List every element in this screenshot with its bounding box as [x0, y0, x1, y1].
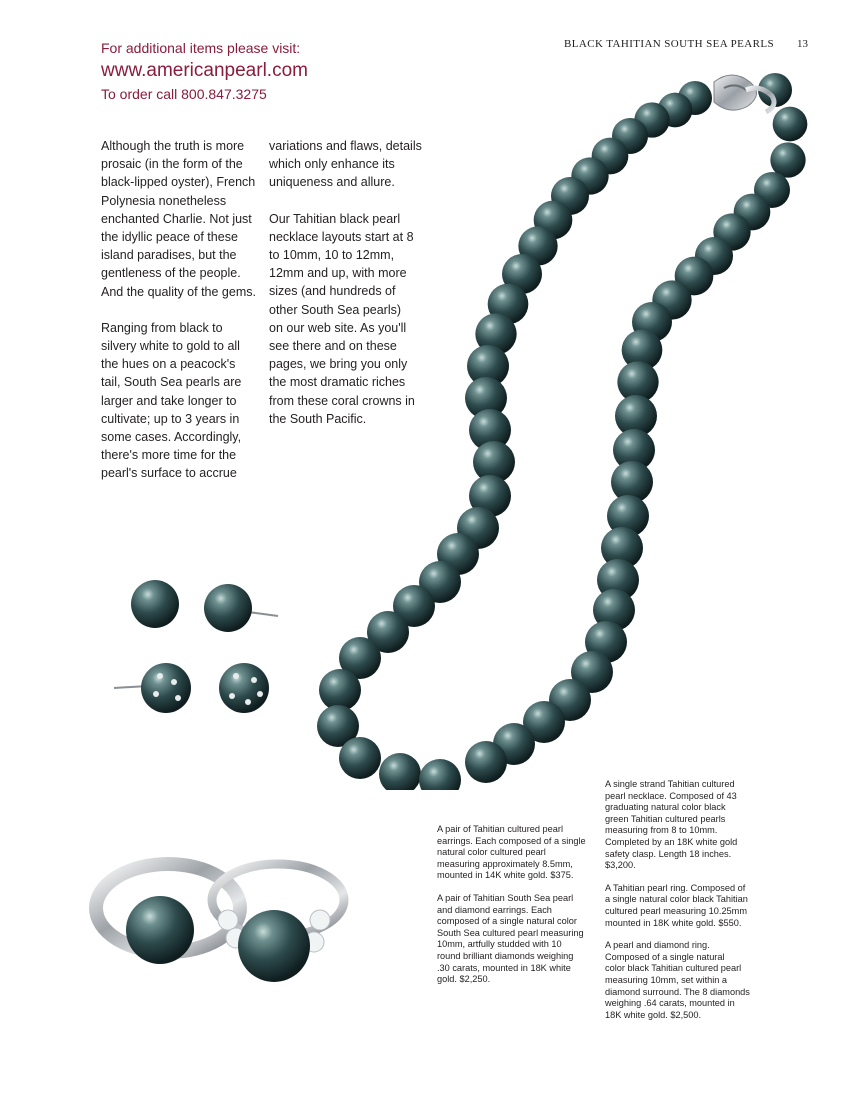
order-phone: To order call 800.847.3275 [101, 86, 267, 102]
running-header: BLACK TAHITIAN SOUTH SEA PEARLS [564, 38, 774, 50]
rings-photo [88, 838, 358, 1053]
body-paragraph: Ranging from black to silvery white to gold to all the hues on a peacock's tail, South Sea pearls are larger and take longer to cultivate; up to 3 years in some cases. Accordingly, there's more time for the pearl's surface to accrue [101, 320, 242, 481]
caption-text: A pair of Tahitian South Sea pearl and diamond earrings. Each composed of a single natural color South Sea cultured pearl measuring 10mm, artfully studded with 10 round brilliant diamonds weighing .30 carats, mounted in 18K white gold. $2,250. [437, 892, 584, 985]
stud-earring-icon [131, 580, 179, 628]
body-paragraph: variations and flaws, details which only enhance its uniqueness and allure. [269, 139, 422, 190]
pearl-icon [379, 753, 421, 790]
necklace-photo [300, 60, 820, 790]
body-paragraph: Although the truth is more prosaic (in the form of the black-lipped oyster), French Polynesia nonetheless enchanted Charlie. Not just the idyllic peace of these island paradises, but the gentleness of the people. And the quality of the gems. [101, 139, 256, 299]
pearl-icon [465, 741, 507, 783]
diamond-stud-earring-icon [219, 663, 269, 713]
body-paragraph: Our Tahitian black pearl necklace layouts start at 8 to 10mm, 10 to 12mm, 12mm and up, with more sizes (and hundreds of other South Sea pearls) on our web site. As you'll see there and on these pages, we bring you only the most dramatic riches from these coral crowns in the South Pacific. [269, 211, 415, 426]
caption-text: A pearl and diamond ring. Composed of a single natural color black Tahitian cultured pearl measuring 10mm, set within a diamond surround. The 8 diamonds weighing .64 carats, mounted in 18K white gold. $2,500. [605, 940, 750, 1020]
pearl-icon [419, 759, 461, 790]
page-number: 13 [797, 38, 808, 50]
stud-earring-icon [204, 584, 278, 632]
caption-text: A Tahitian pearl ring. Composed of a single natural color black Tahitian cultured pearl measuring 10.25mm mounted in 18K white gold. $550. [605, 882, 748, 928]
earrings-photo [108, 572, 288, 732]
caption-text: A pair of Tahitian cultured pearl earrings. Each composed of a single natural color cultured pearl measuring approximately 8.5mm, mounted in 14K white gold. $375. [437, 824, 586, 881]
website-link[interactable]: www.americanpearl.com [101, 60, 308, 81]
pearl-icon [319, 669, 361, 711]
caption-earrings [437, 824, 593, 997]
pearl-icon [339, 737, 381, 779]
body-column-1 [101, 137, 261, 501]
pearl-icon [770, 142, 805, 177]
promo-intro: For additional items please visit: [101, 40, 301, 56]
caption-necklace-rings [605, 779, 761, 1032]
pearl-icon [773, 107, 808, 142]
caption-text: A single strand Tahitian cultured pearl necklace. Composed of 43 graduating natural color black green Tahitian cultured pearls measuring from 8 to 10mm. Completed by an 18K white gold safety clasp. Length 18 inches. $3,200. [605, 779, 738, 871]
diamond-stud-earring-icon [114, 663, 191, 713]
promo-block [101, 38, 308, 104]
